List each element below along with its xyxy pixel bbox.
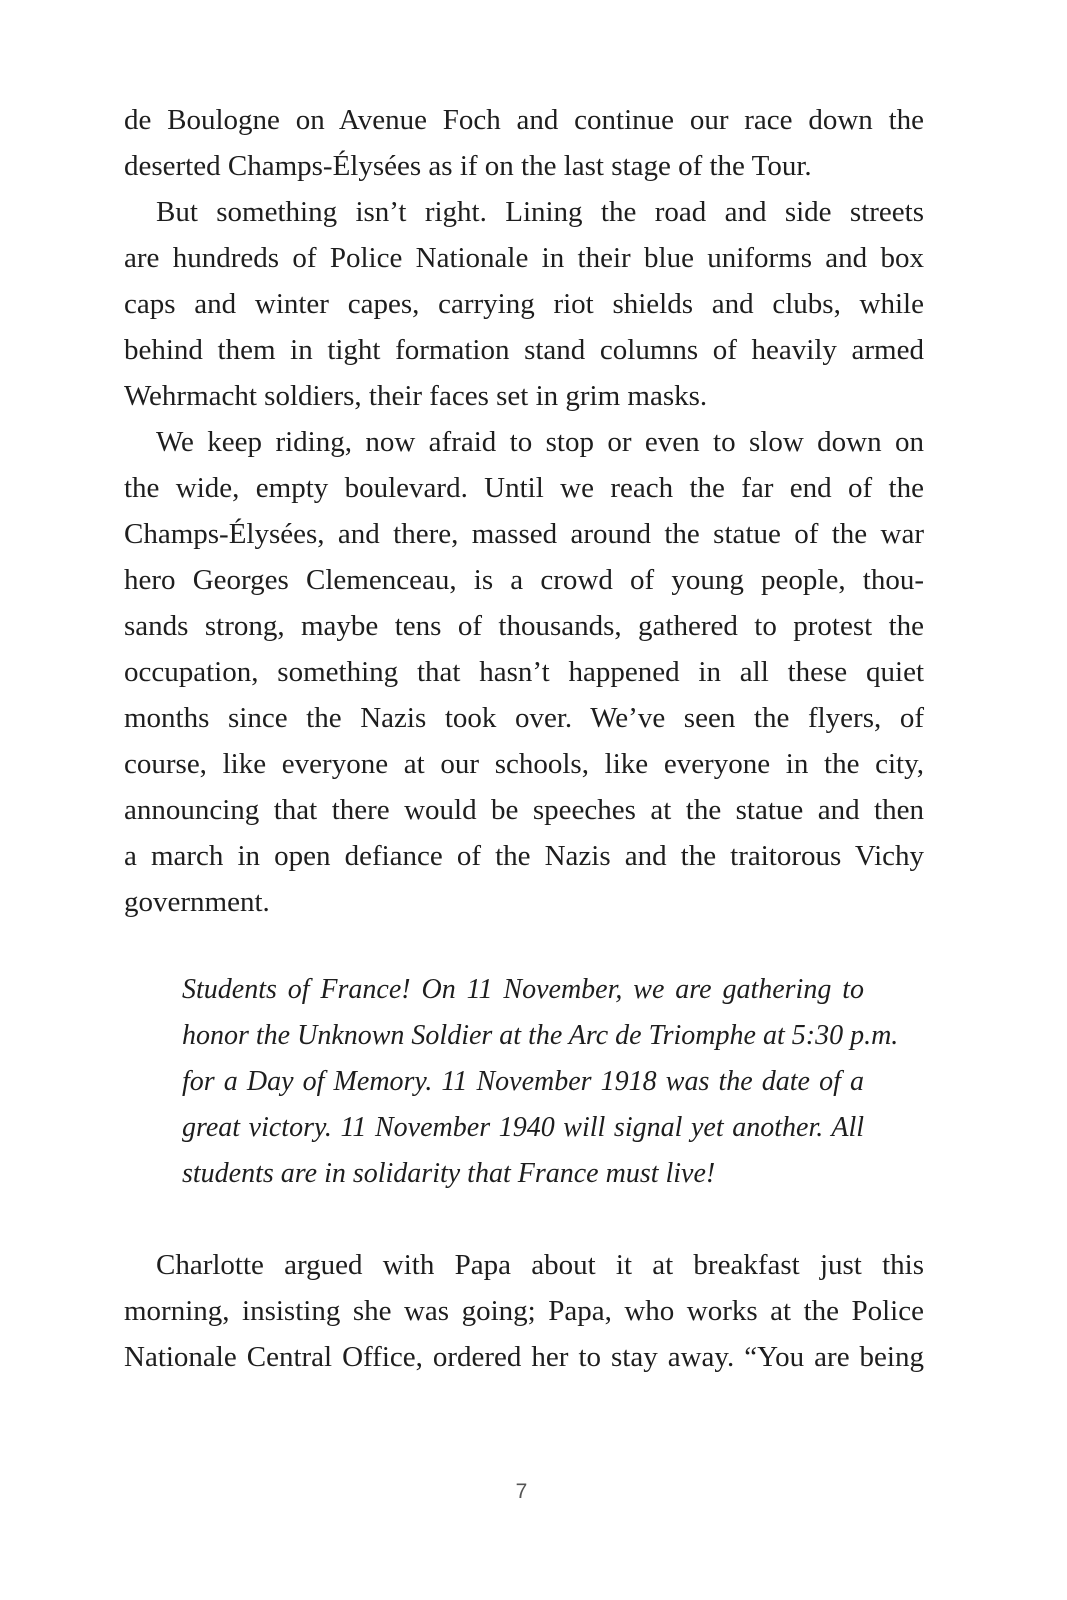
text-line: sands strong, maybe tens of thousands, gathered to protest the (124, 610, 924, 642)
text-line: the wide, empty boulevard. Until we reach the far end of the (124, 472, 924, 504)
body-text-bottom (124, 1242, 924, 1380)
flyer-quote (182, 967, 899, 1197)
quote-line: great victory. 11 November 1940 will signal yet another. All (182, 1112, 864, 1143)
text-line: months since the Nazis took over. We’ve seen the flyers, of (124, 702, 924, 734)
quote-line: honor the Unknown Soldier at the Arc de Triomphe at 5:30 p.m. (182, 1020, 899, 1051)
text-line: Nationale Central Office, ordered her to stay away. “You are being (124, 1341, 924, 1373)
quote-line: Students of France! On 11 November, we are gathering to (182, 974, 864, 1005)
text-line: morning, insisting she was going; Papa, who works at the Police (124, 1295, 924, 1327)
text-line: Wehrmacht soldiers, their faces set in grim masks. (124, 380, 708, 412)
text-line: caps and winter capes, carrying riot shields and clubs, while (124, 288, 924, 320)
text-line: Charlotte argued with Papa about it at breakfast just this (156, 1249, 924, 1281)
text-line: announcing that there would be speeches at the statue and then (124, 794, 924, 826)
quote-line: for a Day of Memory. 11 November 1918 was the date of a (182, 1066, 864, 1097)
text-line: government. (124, 886, 270, 918)
text-line: a march in open defiance of the Nazis and the traitorous Vichy (124, 840, 924, 872)
quote-line: students are in solidarity that France must live! (182, 1158, 716, 1189)
text-line: course, like everyone at our schools, like everyone in the city, (124, 748, 924, 780)
page-number: 7 (515, 1480, 528, 1503)
text-line: Champs-Élysées, and there, massed around the statue of the war (124, 518, 924, 550)
text-line: are hundreds of Police Nationale in their blue uniforms and box (124, 242, 924, 274)
text-line: deserted Champs-Élysées as if on the last stage of the Tour. (124, 150, 812, 182)
text-line: But something isn’t right. Lining the road and side streets (156, 196, 924, 228)
text-line: behind them in tight formation stand columns of heavily armed (124, 334, 924, 366)
text-line: de Boulogne on Avenue Foch and continue our race down the (124, 104, 924, 136)
text-line: hero Georges Clemenceau, is a crowd of young people, thou- (124, 564, 924, 596)
body-text-top (124, 97, 924, 925)
text-line: occupation, something that hasn’t happened in all these quiet (124, 656, 924, 688)
text-line: We keep riding, now afraid to stop or even to slow down on (156, 426, 924, 458)
